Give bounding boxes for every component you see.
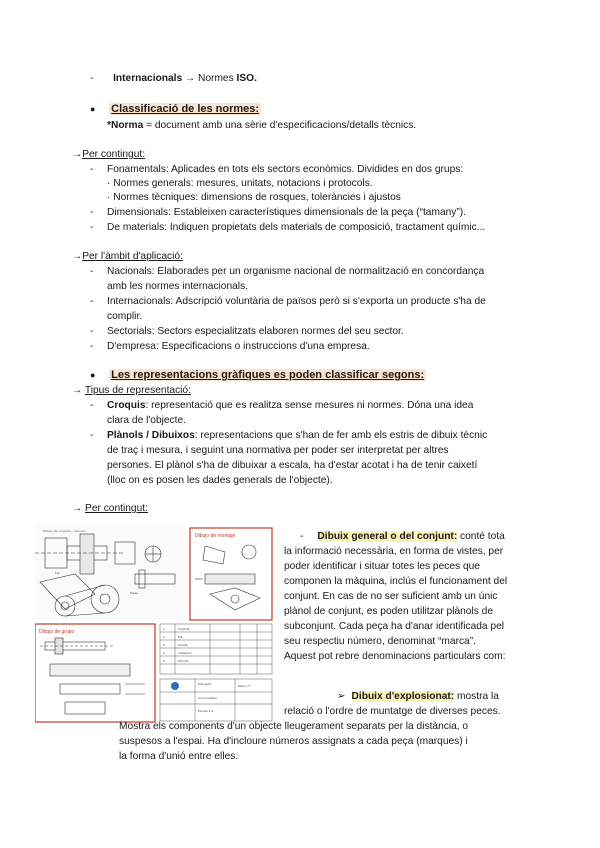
ambit-heading: [72, 250, 183, 265]
contingut2-label: Per contingut:: [85, 503, 148, 514]
list-item-text: Dimensionals: Estableixen característiques dimensionals de la peça (“tamany”).: [107, 207, 466, 218]
general-dash: -: [300, 531, 304, 542]
svg-text:Dibujado: Dibujado: [198, 682, 212, 686]
list-item-text: · Normes generals: mesures, unitats, notacions i protocols.: [107, 178, 373, 189]
section1-heading: [90, 102, 261, 118]
section1-bullet: ●: [90, 104, 96, 114]
explosionat-line-1: ➢ Dibuix d'explosionat: mostra la: [337, 691, 499, 702]
general-line-1: - Dibuix general o del conjunt: conté tota: [300, 531, 505, 542]
svg-text:Comprobado: Comprobado: [198, 696, 218, 700]
contingut1-label: Per contingut:: [82, 149, 146, 160]
general-bold: Dibuix general o del conjunt:: [317, 531, 458, 542]
explosionat-text: la forma d'unió entre elles.: [119, 751, 239, 762]
svg-text:Escala 1:2: Escala 1:2: [198, 709, 214, 713]
tipus-arrow: →: [72, 385, 83, 396]
norma-definition: [107, 119, 416, 134]
tipus-label: Tipus de representació:: [84, 385, 191, 396]
list-item: -: [90, 430, 94, 441]
svg-text:Eje: Eje: [55, 571, 60, 575]
svg-text:Eje: Eje: [178, 635, 183, 639]
list-item: -: [90, 400, 94, 411]
section2-heading: [90, 368, 426, 384]
norma-rest: = document amb una sèrie d'especificacions/detalls tècnics.: [143, 120, 417, 131]
list-item-text: Internacionals: Adscripció voluntària de països però si s'exporta un producte s'ha de: [107, 296, 486, 307]
general-text: seu respectiu número, denominat “marca”.: [284, 636, 476, 647]
explosionat-text: suspesos a l'espai. Ha d'incloure números assignats a cada peça (marques) i: [119, 736, 468, 747]
intro-iso: ISO.: [236, 73, 257, 84]
list-item-text: Sectorials: Sectors especialitzats elaboren normes del seu sector.: [107, 326, 404, 337]
svg-text:Pieza: Pieza: [130, 591, 138, 595]
technical-drawings-image: [35, 524, 275, 724]
label-montaje: Dibujo de montaje: [195, 533, 236, 539]
section2-title: Les representacions gràfiques es poden classificar segons:: [111, 369, 425, 381]
explosionat-text: relació o l'ordre de muntatge de diverses peces.: [284, 706, 501, 717]
list-item-text: D'empresa: Especificacions o instruccions d'una empresa.: [107, 341, 370, 352]
svg-text:Rueda: Rueda: [178, 643, 188, 647]
list-item: -: [90, 266, 94, 277]
svg-text:Plano nº: Plano nº: [238, 684, 251, 688]
list-item: -: [90, 164, 94, 175]
label-grupo: Dibujo de grupo: [39, 629, 75, 635]
planols-text-3: persones. El plànol s'ha de dibuixar a escala, ha d'estar acotat i ha de tenir caixetí: [107, 460, 478, 471]
general-text: la informació necessària, en forma de vistes, per: [284, 546, 504, 557]
general-text: plànol de conjunt, es poden utilitzar plànols de: [284, 606, 493, 617]
planols-bold: Plànols / Dibuixos: [107, 430, 195, 441]
intro-arrow: →: [182, 73, 199, 84]
list-item-text: · Normes tècniques: dimensions de rosques, toleràncies i ajustos: [107, 192, 401, 203]
croquis-text: Croquis: representació que es realitza sense mesures ni normes. Dóna una idea: [107, 400, 474, 411]
technical-drawings-figure: [35, 524, 275, 724]
contingut1-heading: [72, 148, 145, 163]
general-text: subconjunt. Cada peça ha d'anar identificada pel: [284, 621, 505, 632]
intro-line: [90, 72, 257, 87]
list-item-text: complir.: [107, 311, 143, 322]
explosionat-arrow: ➢: [337, 691, 346, 702]
contingut2-heading: [72, 502, 148, 517]
list-item-text: Fonamentals: Aplicades en tots els sectors econòmics. Dividides en dos grups:: [107, 164, 464, 175]
intro-bold: Internacionals: [113, 73, 183, 84]
list-item: -: [90, 222, 94, 233]
norma-bold: *Norma: [107, 120, 144, 131]
croquis-bold: Croquis: [107, 400, 146, 411]
tipus-heading: [72, 384, 191, 399]
planols-text-2: de traç i mesura, i seguint una normativa per poder ser interpretat per altres: [107, 445, 449, 456]
intro-dash: -: [90, 73, 94, 84]
general-text: poder identificar i situar totes les peces que: [284, 561, 480, 572]
list-item: -: [90, 296, 94, 307]
contingut1-arrow: →: [72, 149, 83, 160]
list-item-text: amb les normes internacionals.: [107, 281, 248, 292]
list-item-text: De materials: Indiquen propietats dels materials de composició, tractament químic...: [107, 222, 486, 233]
explosionat-bold: Dibuix d'explosionat:: [351, 691, 455, 702]
list-item: -: [90, 207, 94, 218]
svg-text:4: 4: [163, 651, 165, 655]
ambit-arrow: →: [72, 251, 83, 262]
svg-text:Soporte: Soporte: [178, 627, 190, 631]
list-item: -: [90, 341, 94, 352]
general-text: Aquest pot rebre denominacions particulars com:: [284, 651, 506, 662]
contingut2-arrow: →: [72, 503, 83, 514]
intro-rest: Normes: [198, 73, 237, 84]
list-item: -: [90, 326, 94, 337]
explosionat-text: Mostra els components d'un objecte lleugerament separats per la distància, o: [119, 721, 469, 732]
list-item-text: Nacionals: Elaborades per un organisme nacional de normalització en concordança: [107, 266, 485, 277]
svg-text:5: 5: [163, 659, 165, 663]
ambit-label: Per l'àmbit d'aplicació:: [82, 251, 183, 262]
svg-text:3: 3: [163, 643, 165, 647]
section1-title: Classificació de les normes:: [111, 103, 260, 115]
svg-text:2: 2: [163, 635, 165, 639]
general-text: conjunt. En cas de no ser suficient amb un únic: [284, 591, 498, 602]
svg-text:Casquillo: Casquillo: [178, 651, 192, 655]
svg-text:Dibujo de conjunto - sección: Dibujo de conjunto - sección: [43, 529, 86, 533]
section2-bullet: ●: [90, 370, 96, 380]
planols-text: Plànols / Dibuixos: representacions que s'han de fer amb els estris de dibuix tècnic: [107, 430, 488, 441]
general-text: componen la màquina, inclús el funcionament del: [284, 576, 508, 587]
planols-text-4: (lloc on es posen les dades generals de l'objecte).: [107, 475, 333, 486]
svg-text:1: 1: [163, 627, 165, 631]
svg-text:Tornillo: Tornillo: [178, 659, 189, 663]
croquis-text-2: clara de l'objecte.: [107, 415, 186, 426]
